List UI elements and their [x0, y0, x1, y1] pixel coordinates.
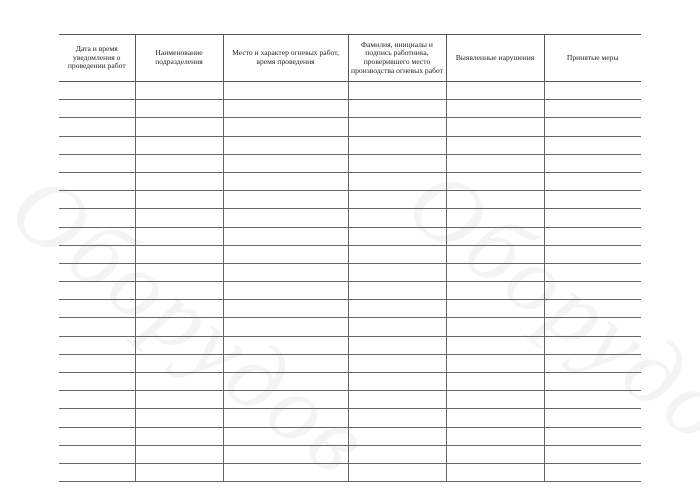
table-cell[interactable] — [135, 136, 223, 154]
table-cell[interactable] — [59, 409, 135, 427]
table-cell[interactable] — [223, 354, 348, 372]
table-cell[interactable] — [446, 100, 544, 118]
table-cell[interactable] — [544, 336, 641, 354]
table-row — [59, 336, 641, 354]
table-cell[interactable] — [59, 245, 135, 263]
table-cell[interactable] — [59, 227, 135, 245]
table-cell[interactable] — [544, 227, 641, 245]
table-body — [59, 82, 641, 482]
table-cell[interactable] — [446, 245, 544, 263]
table-cell[interactable] — [544, 445, 641, 463]
table-cell[interactable] — [446, 282, 544, 300]
table-cell[interactable] — [544, 282, 641, 300]
table-cell[interactable] — [135, 318, 223, 336]
table-row — [59, 154, 641, 172]
table-cell[interactable] — [348, 300, 446, 318]
table-cell[interactable] — [348, 227, 446, 245]
table-cell[interactable] — [348, 136, 446, 154]
table-cell[interactable] — [59, 391, 135, 409]
table-cell[interactable] — [135, 300, 223, 318]
table-cell[interactable] — [223, 100, 348, 118]
table-cell[interactable] — [348, 191, 446, 209]
table-cell[interactable] — [348, 409, 446, 427]
table-cell[interactable] — [544, 172, 641, 190]
table-cell[interactable] — [223, 191, 348, 209]
table-cell[interactable] — [223, 245, 348, 263]
table-row — [59, 227, 641, 245]
table-cell[interactable] — [446, 373, 544, 391]
table-cell[interactable] — [135, 391, 223, 409]
table-row — [59, 373, 641, 391]
table-cell[interactable] — [348, 391, 446, 409]
header-notification-datetime: Дата и время уведомления о проведении работ — [59, 35, 135, 82]
table-cell[interactable] — [59, 318, 135, 336]
table-cell[interactable] — [135, 354, 223, 372]
table-cell[interactable] — [223, 409, 348, 427]
table-cell[interactable] — [348, 354, 446, 372]
table-row — [59, 209, 641, 227]
table-cell[interactable] — [348, 318, 446, 336]
table-cell[interactable] — [544, 209, 641, 227]
table-cell[interactable] — [223, 227, 348, 245]
table-cell[interactable] — [348, 336, 446, 354]
table-cell[interactable] — [59, 172, 135, 190]
table-cell[interactable] — [223, 300, 348, 318]
table-cell[interactable] — [348, 282, 446, 300]
table-cell[interactable] — [446, 191, 544, 209]
table-cell[interactable] — [544, 391, 641, 409]
table-cell[interactable] — [59, 191, 135, 209]
table-cell[interactable] — [544, 118, 641, 136]
table-cell[interactable] — [446, 354, 544, 372]
table-cell[interactable] — [446, 336, 544, 354]
table-cell[interactable] — [59, 463, 135, 481]
table-cell[interactable] — [223, 154, 348, 172]
table-cell[interactable] — [446, 136, 544, 154]
table-cell[interactable] — [135, 427, 223, 445]
table-cell[interactable] — [135, 227, 223, 245]
table-cell[interactable] — [135, 172, 223, 190]
table-cell[interactable] — [135, 100, 223, 118]
table-row — [59, 282, 641, 300]
table-cell[interactable] — [446, 427, 544, 445]
table-cell[interactable] — [446, 445, 544, 463]
table-cell[interactable] — [348, 209, 446, 227]
table-cell[interactable] — [135, 445, 223, 463]
table-cell[interactable] — [348, 427, 446, 445]
table-cell[interactable] — [135, 282, 223, 300]
table-cell[interactable] — [223, 263, 348, 281]
table-cell[interactable] — [544, 154, 641, 172]
table-cell[interactable] — [348, 263, 446, 281]
table-cell[interactable] — [59, 373, 135, 391]
table-cell[interactable] — [446, 263, 544, 281]
table-cell[interactable] — [223, 172, 348, 190]
table-cell[interactable] — [135, 336, 223, 354]
table-cell[interactable] — [446, 118, 544, 136]
table-cell[interactable] — [544, 82, 641, 100]
table-cell[interactable] — [348, 82, 446, 100]
table-cell[interactable] — [446, 318, 544, 336]
table-cell[interactable] — [446, 463, 544, 481]
table-cell[interactable] — [135, 373, 223, 391]
table-cell[interactable] — [223, 318, 348, 336]
table-cell[interactable] — [135, 263, 223, 281]
table-cell[interactable] — [348, 154, 446, 172]
table-row — [59, 300, 641, 318]
table-row — [59, 172, 641, 190]
table-cell[interactable] — [135, 154, 223, 172]
table-cell[interactable] — [59, 136, 135, 154]
table-cell[interactable] — [348, 118, 446, 136]
table-cell[interactable] — [59, 154, 135, 172]
table-cell[interactable] — [59, 282, 135, 300]
header-measures-taken: Принятые меры — [544, 35, 641, 82]
table-cell[interactable] — [135, 463, 223, 481]
table-cell[interactable] — [446, 154, 544, 172]
table-cell[interactable] — [348, 373, 446, 391]
table-row — [59, 445, 641, 463]
table-cell[interactable] — [544, 463, 641, 481]
table-cell[interactable] — [348, 463, 446, 481]
table-cell[interactable] — [135, 409, 223, 427]
table-cell[interactable] — [446, 209, 544, 227]
table-cell[interactable] — [59, 445, 135, 463]
table-cell[interactable] — [544, 427, 641, 445]
header-inspector-name-signature: Фамилия, инициалы и подпись работника, проверившего место производства огневых работ — [348, 35, 446, 82]
table-cell[interactable] — [348, 172, 446, 190]
table-cell[interactable] — [544, 263, 641, 281]
table-cell[interactable] — [446, 172, 544, 190]
fire-works-inspection-table — [59, 34, 641, 482]
table-cell[interactable] — [544, 191, 641, 209]
table-row — [59, 136, 641, 154]
table-row — [59, 354, 641, 372]
table-cell[interactable] — [446, 227, 544, 245]
table-cell[interactable] — [223, 373, 348, 391]
table-cell[interactable] — [135, 209, 223, 227]
table-cell[interactable] — [544, 354, 641, 372]
table-row — [59, 118, 641, 136]
table-row — [59, 191, 641, 209]
table-cell[interactable] — [544, 100, 641, 118]
header-place-nature-time: Место и характер огневых работ, время проведения — [223, 35, 348, 82]
table-cell[interactable] — [59, 336, 135, 354]
table-cell[interactable] — [223, 82, 348, 100]
table-row — [59, 318, 641, 336]
table-cell[interactable] — [59, 263, 135, 281]
table-cell[interactable] — [348, 445, 446, 463]
table-row — [59, 391, 641, 409]
table-row — [59, 409, 641, 427]
table-cell[interactable] — [446, 300, 544, 318]
table-cell[interactable] — [223, 209, 348, 227]
table-cell[interactable] — [59, 354, 135, 372]
table-header-row — [59, 35, 641, 82]
table-row — [59, 463, 641, 481]
table-cell[interactable] — [544, 318, 641, 336]
table-cell[interactable] — [59, 300, 135, 318]
table-cell[interactable] — [223, 336, 348, 354]
table-cell[interactable] — [223, 427, 348, 445]
table-cell[interactable] — [544, 409, 641, 427]
table-cell[interactable] — [135, 82, 223, 100]
header-violations-found: Выявленные нарушения — [446, 35, 544, 82]
table-cell[interactable] — [59, 100, 135, 118]
table-cell[interactable] — [223, 391, 348, 409]
table-cell[interactable] — [135, 118, 223, 136]
table-row — [59, 427, 641, 445]
table-cell[interactable] — [59, 427, 135, 445]
table-cell[interactable] — [223, 282, 348, 300]
table-row — [59, 100, 641, 118]
header-department: Наименование подразделения — [135, 35, 223, 82]
table-cell[interactable] — [135, 191, 223, 209]
table-cell[interactable] — [348, 245, 446, 263]
table-cell[interactable] — [135, 245, 223, 263]
table-cell[interactable] — [544, 300, 641, 318]
table-cell[interactable] — [223, 445, 348, 463]
table-cell[interactable] — [223, 136, 348, 154]
table-cell[interactable] — [544, 136, 641, 154]
table-cell[interactable] — [544, 245, 641, 263]
table-cell[interactable] — [223, 463, 348, 481]
table-cell[interactable] — [544, 373, 641, 391]
table-row — [59, 245, 641, 263]
table-cell[interactable] — [446, 409, 544, 427]
table-row — [59, 263, 641, 281]
table-cell[interactable] — [59, 118, 135, 136]
table-cell[interactable] — [446, 391, 544, 409]
table-cell[interactable] — [348, 100, 446, 118]
table-cell[interactable] — [223, 118, 348, 136]
table-cell[interactable] — [446, 82, 544, 100]
table-cell[interactable] — [59, 82, 135, 100]
table-cell[interactable] — [59, 209, 135, 227]
table-row — [59, 82, 641, 100]
